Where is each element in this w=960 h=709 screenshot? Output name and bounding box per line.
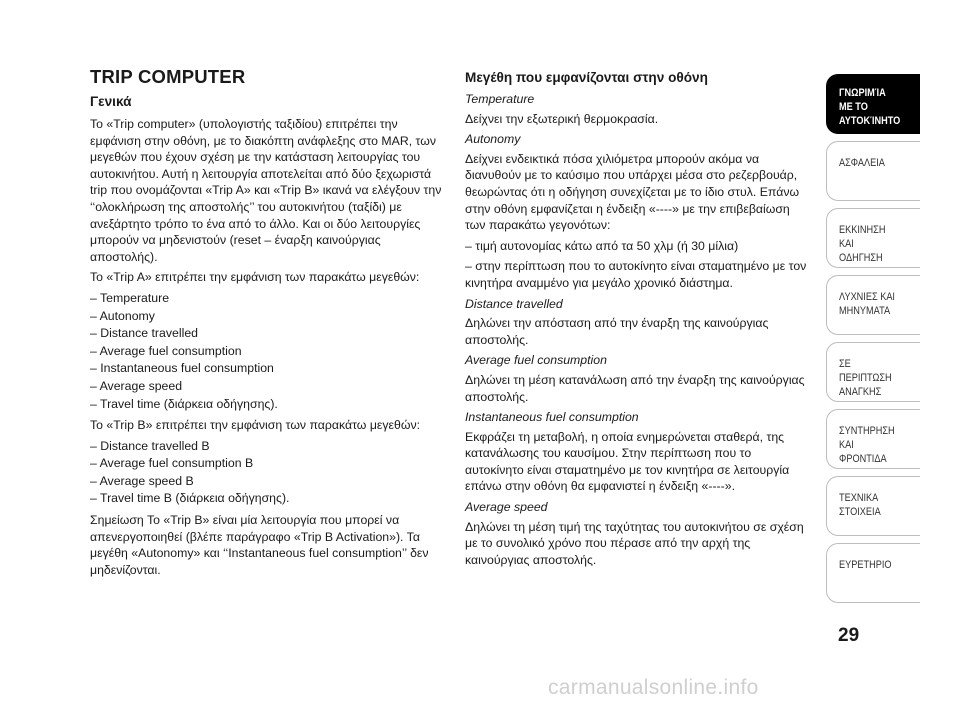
chapter-tabs [826,74,920,610]
page-number: 29 [838,625,860,646]
list-item: – Autonomy [90,308,155,323]
list-item: – Distance travelled B [90,438,210,453]
intro-paragraph: Το «Trip computer» (υπολογιστής ταξιδίου) επιτρέπει την εμφάνιση στην οθόνη, με το διακόπτη ανάφλεξης στο MAR, των μεγεθών που έχουν σχέση με την κατάσταση λειτουργίας του αυτοκινήτου. Αυτή η λειτουργία αποτελείται από δύο ξεχωριστά trip που ονομάζονται «Trip A» και «Trip B» ικανά να ελέγξουν την ‘‘ολοκλήρωση της αποστολής’’ του αυτοκινήτου (ταξίδι) με ανεξάρτητο τρόπο το ένα από το άλλο. Και οι δύο λειτουργίες μπορούν να μηδενιστούν (reset – έναρξη καινούργιας αποστολής). [90,117,442,264]
entry-text: – στην περίπτωση που το αυτοκίνητο είναι σταματημένο με τον κινητήρα αναμμένο για μεγάλο χρονικό διάστημα. [465,259,807,290]
entry-text: Δηλώνει τη μέση τιμή της ταχύτητας του αυτοκινήτου σε σχέση με το συνολικό χρόνο που πέρασε από την αρχή της καινούργιας αποστολής. [465,519,804,567]
tab-label: ΕΥΡΕΤΗΡΙΟ [839,559,892,571]
tab-starting-driving[interactable] [826,208,920,268]
tab-label: ΕΚΚΙΝΗΣΗ ΚΑΙ ΟΔΗΓΗΣΗ [839,224,886,264]
right-column [465,66,810,572]
trip-b-intro: Το «Trip B» επιτρέπει την εμφάνιση των παρακάτω μεγεθών: [90,418,421,433]
trip-b-list [90,438,448,507]
list-item: – Temperature [90,290,170,305]
list-item: – Distance travelled [90,326,198,341]
tab-label: ΑΣΦΑΛΕΙΑ [839,157,885,169]
entry-text: Δηλώνει την απόσταση από την έναρξη της καινούργιας αποστολής. [465,316,769,347]
entry-text: Δείχνει την εξωτερική θερμοκρασία. [465,111,659,126]
note-paragraph: Σημείωση Το «Trip B» είναι μία λειτουργία που μπορεί να απενεργοποιηθεί (βλέπε παράγραφο «Trip B Activation»). Τα μεγέθη «Autonomy» και ‘‘Instantaneous fuel consumption’’ δεν μηδενίζονται. [90,513,429,577]
section-heading-general: Γενικά [90,94,132,109]
tab-warning-lights[interactable] [826,275,920,335]
tab-index[interactable] [826,543,920,603]
list-item: – Average speed B [90,473,194,488]
displayed-values-heading: Μεγέθη που εμφανίζονται στην οθόνη [465,70,708,85]
list-item: – Instantaneous fuel consumption [90,361,274,376]
tab-maintenance[interactable] [826,409,920,469]
tab-label: ΣΕ ΠΕΡΙΠΤΩΣΗ ΑΝΑΓΚΗΣ [839,358,892,398]
entry-text: Δείχνει ενδεικτικά πόσα χιλιόμετρα μπορούν ακόμα να διανυθούν με το καύσιμο που υπάρχει μέσα στο ρεζερβουάρ, θεωρώντας ότι η οδήγηση συνεχίζεται με το ίδιο στυλ. Επάνω στην οθόνη εμφανίζεται η ένδειξη «----» με την επιβεβαίωση των παρακάτω γεγονότων: [465,151,800,233]
tab-emergency[interactable] [826,342,920,402]
list-item: – Travel time (διάρκεια οδήγησης). [90,396,278,411]
entry-label: Autonomy [465,132,521,147]
tab-label: ΛΥΧΝΙΕΣ ΚΑΙ ΜΗΝΥΜΑΤΑ [839,291,895,317]
tab-technical-data[interactable] [826,476,920,536]
entry-label: Average fuel consumption [465,353,607,368]
left-column [90,66,448,582]
list-item: – Travel time B (διάρκεια οδήγησης). [90,491,290,506]
list-item: – Average fuel consumption [90,343,242,358]
watermark[interactable]: carmanualsonline.info [548,676,759,699]
entry-label: Distance travelled [465,296,563,311]
trip-a-list [90,290,448,412]
tab-getting-to-know-car[interactable] [826,74,920,134]
list-item: – Average speed [90,378,183,393]
entry-label: Temperature [465,92,535,106]
tab-label: ΤΕΧΝΙΚΑ ΣΤΟΙΧΕΙΑ [839,492,881,518]
entry-text: – τιμή αυτονομίας κάτω από τα 50 χλμ (ή 30 μίλια) [465,238,739,253]
tab-label: ΣΥΝΤΗΡΗΣΗ ΚΑΙ ΦΡΟΝΤΙΔΑ [839,425,895,465]
entry-label: Instantaneous fuel consumption [465,410,639,425]
tab-safety[interactable] [826,141,920,201]
trip-a-intro: Το «Trip A» επιτρέπει την εμφάνιση των παρακάτω μεγεθών: [90,270,420,285]
page-title: TRIP COMPUTER [90,66,246,87]
entry-text: Εκφράζει τη μεταβολή, η οποία ενημερώνεται σταθερά, της κατανάλωσης του καυσίμου. Στην περίπτωση που το αυτοκίνητο είναι σταματημένο με τον κινητήρα σε λειτουργία επάνω στην οθόνη θα εμφανιστεί η ένδειξη «----». [465,429,790,494]
list-item: – Average fuel consumption B [90,456,254,471]
tab-label: ΓΝΩΡΙΜΊΑ ΜΕ ΤΟ ΑΥΤΟΚΊΝΗΤΟ [839,87,901,127]
entry-label: Average speed [465,500,548,515]
entry-text: Δηλώνει τη μέση κατανάλωση από την έναρξη της καινούργιας αποστολής. [465,372,805,404]
